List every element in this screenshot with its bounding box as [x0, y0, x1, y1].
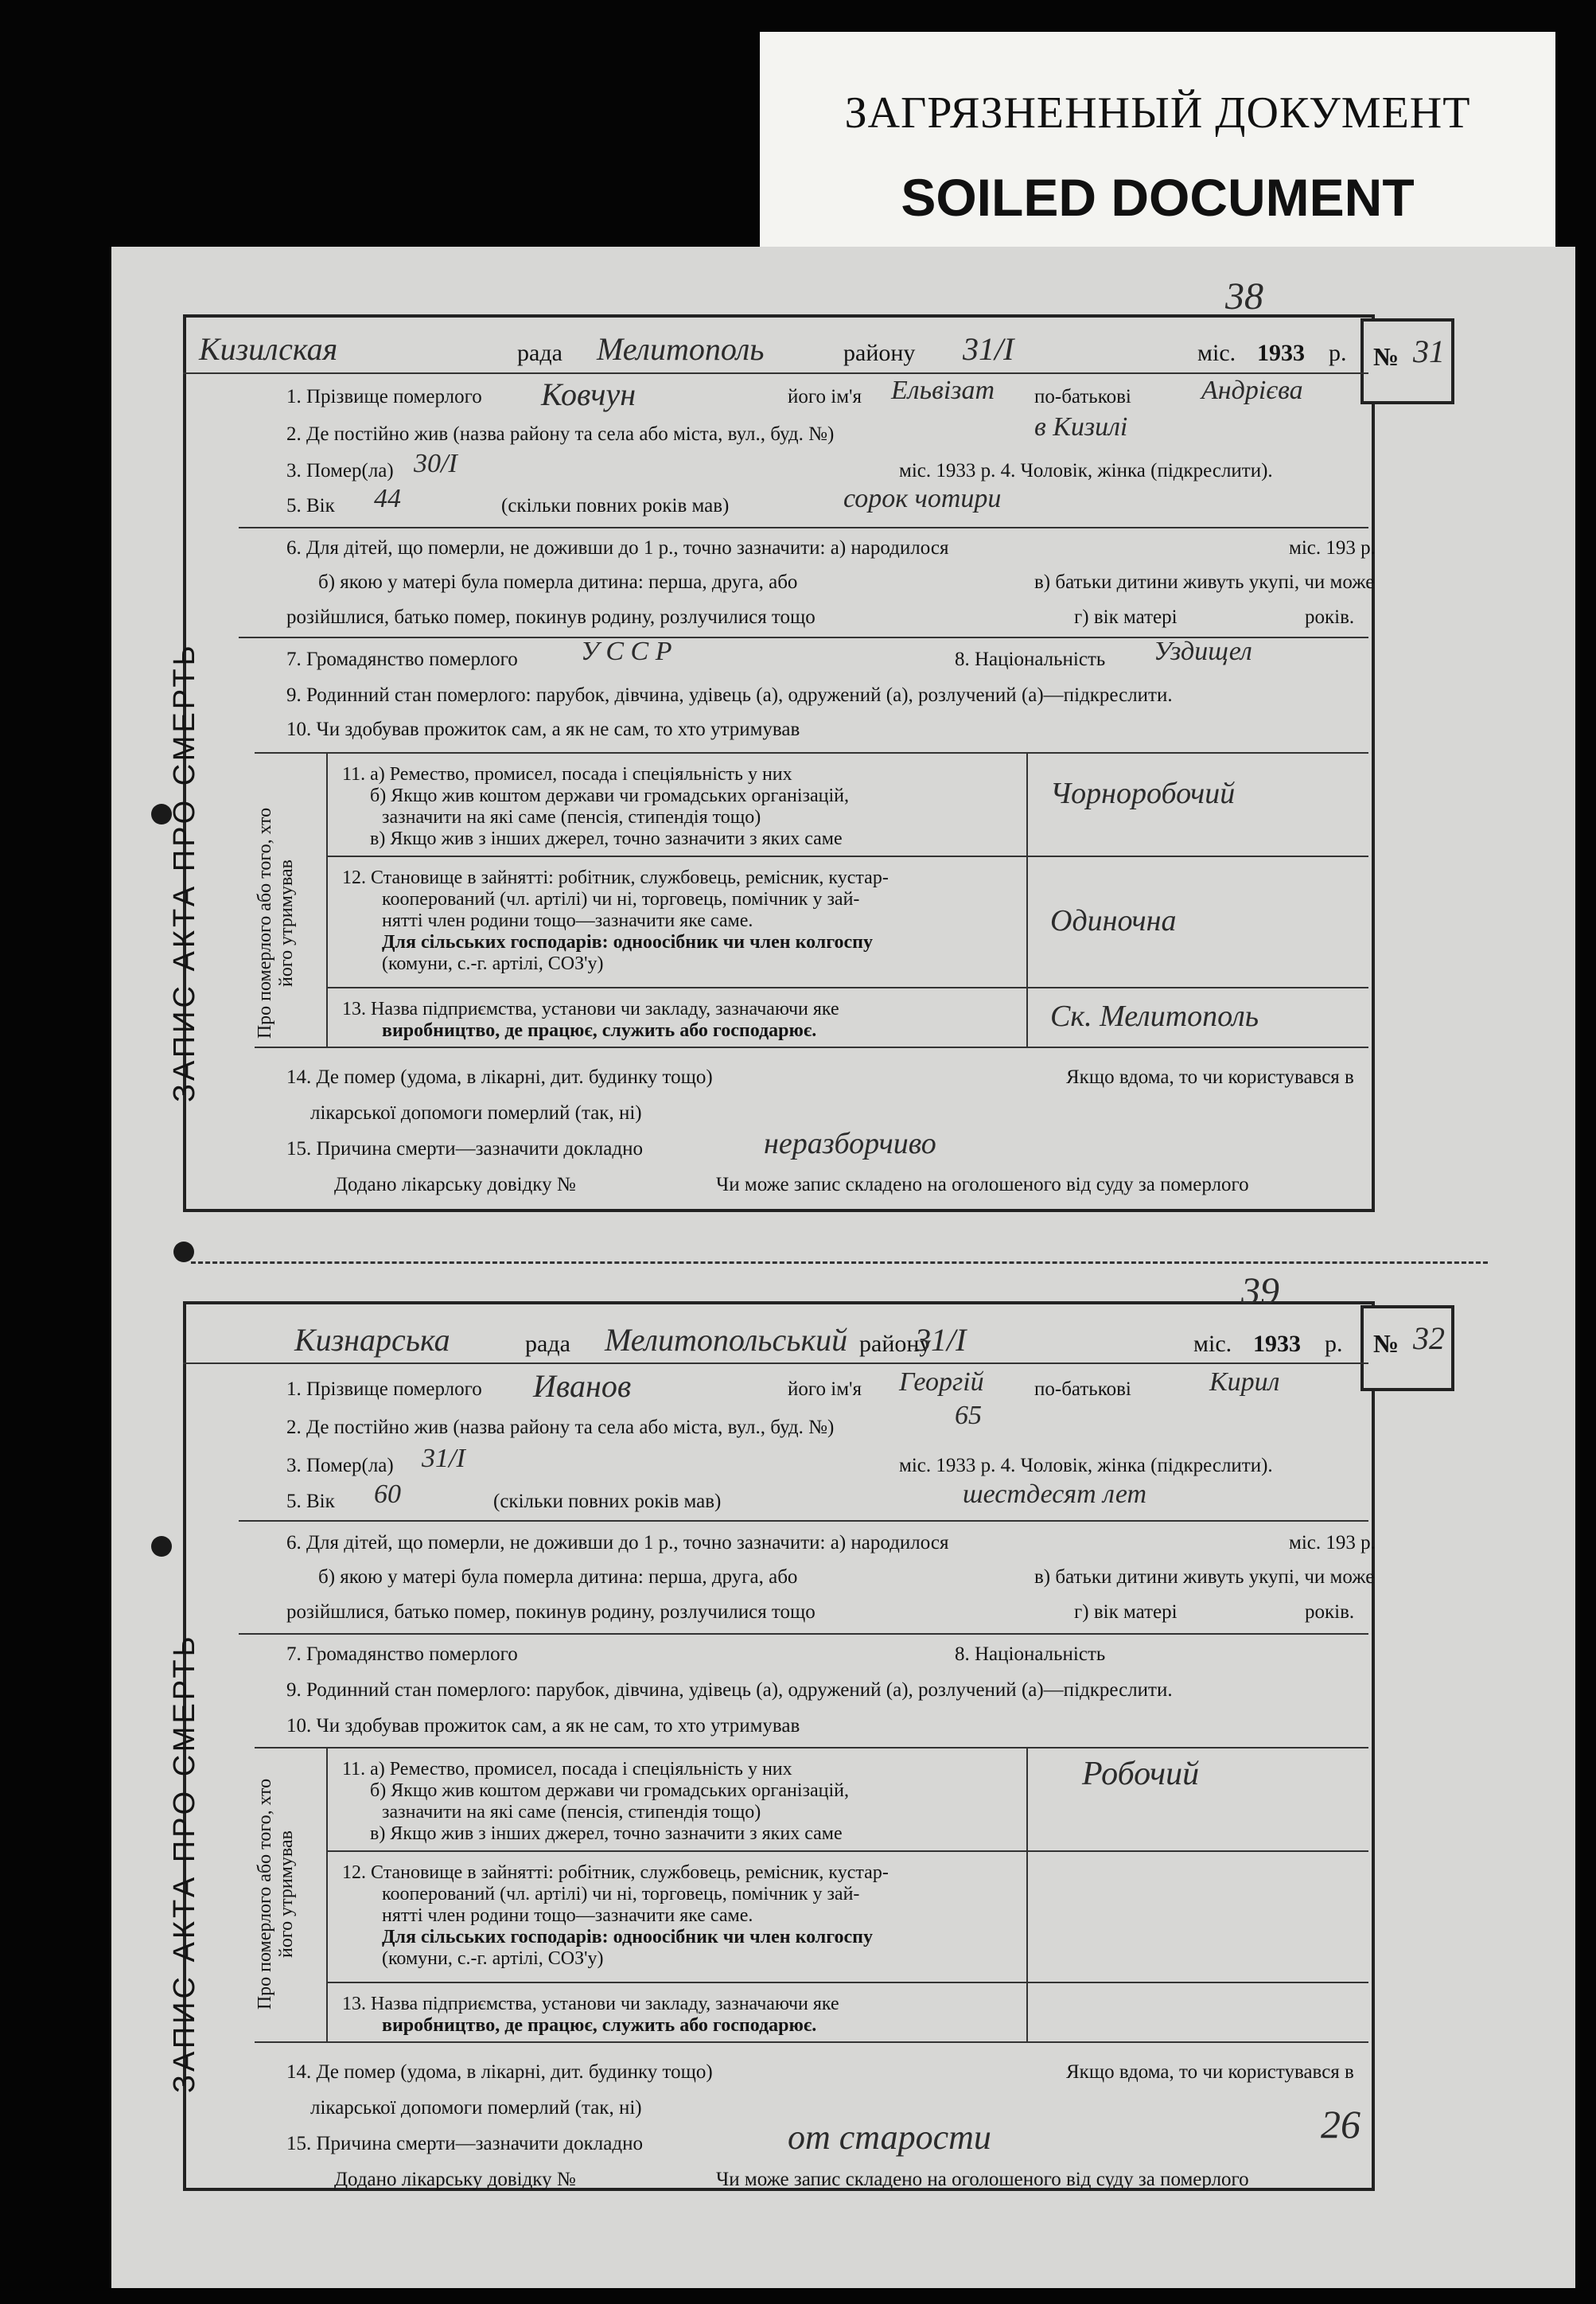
occupation-label-d: в) Якщо жив з інших джерел, точно зазначити з яких саме: [370, 828, 843, 849]
surname-value: Иванов: [533, 1368, 632, 1404]
vertical-subtitle: Про померлого або того, хто його утримував: [255, 1778, 297, 2010]
name-value: Георгій: [899, 1367, 984, 1397]
record-number-box: [1360, 318, 1454, 404]
surname-label: 1. Прізвище померлого: [286, 1378, 482, 1400]
status-label-b: кооперований (чл. артілі) чи ні, торговець, помічник у зай-: [382, 1884, 860, 1904]
cause-label: 15. Причина смерти—зазначити докладно: [286, 1138, 643, 1160]
children-label-b: б) якою у матері була померла дитина: перша, друга, або: [318, 571, 798, 593]
certificate-label: Додано лікарську довідку №: [334, 2169, 576, 2190]
name-label: його ім'я: [788, 386, 862, 407]
table-top: [255, 752, 1368, 754]
rayon-value: Мелитопольський: [605, 1322, 848, 1358]
workplace-label-b: виробництво, де працює, служить або господарює.: [382, 1020, 817, 1041]
children-month-label: міс. 193 р.: [1289, 1532, 1376, 1554]
year-label: 1933: [1253, 1331, 1301, 1357]
status-label-d: Для сільських господарів: одноосібник чи член колгоспу: [382, 1927, 874, 1947]
table-middle: [1026, 1747, 1028, 2041]
table-left: [326, 1747, 328, 2041]
occupation-label-d: в) Якщо жив з інших джерел, точно зазначити з яких саме: [370, 1823, 843, 1844]
header-divider: [183, 1363, 1368, 1364]
nationality-label: 8. Національність: [955, 649, 1106, 670]
rayon-value: Мелитополь: [597, 331, 765, 367]
occupation-label-b: б) Якщо жив коштом держави чи громадських організацій,: [370, 786, 849, 806]
children-label-a: 6. Для дітей, що померли, не доживши до 1 р., точно зазначити: а) народилося: [286, 1532, 949, 1554]
died-month-label: міс. 1933 р. 4. Чоловік, жінка (підкреслити).: [899, 460, 1273, 481]
died-value: 31/I: [422, 1444, 465, 1473]
died-month-label: міс. 1933 р. 4. Чоловік, жінка (підкреслити).: [899, 1455, 1273, 1476]
rada-value: Кизилская: [199, 331, 338, 367]
surname-value: Ковчун: [541, 376, 636, 412]
pencil-page-mark: 26: [1321, 2102, 1360, 2146]
rada-label: рада: [517, 340, 562, 366]
header-divider: [183, 372, 1368, 374]
vertical-title: ЗАПИС АКТА ПРО СМЕРТЬ: [168, 1633, 201, 2093]
table-row-divider: [326, 1982, 1368, 1983]
address-label: 2. Де постійно жив (назва району та села або міста, вул., буд. №): [286, 1417, 835, 1438]
sheet-number: 39: [1241, 1270, 1279, 1312]
age-note-label: (скільки повних років мав): [501, 495, 730, 517]
record-number: 31: [1413, 333, 1445, 369]
court-record-label: Чи може запис складено на оголошеного від суду за померлого: [716, 1174, 1249, 1195]
place-of-death-label: 14. Де помер (удома, в лікарні, дит. будинку тощо): [286, 1066, 713, 1088]
mother-age-label: г) вік матері: [1074, 1601, 1178, 1623]
marital-label: 9. Родинний стан померлого: парубок, дівчина, удівець (а), одружений (а), розлучений (а)—підкреслити.: [286, 1679, 1173, 1701]
number-label: №: [1373, 342, 1399, 371]
nationality-value: Уздищел: [1154, 637, 1252, 666]
children-parents-label: в) батьки дитини живуть укупі, чи може: [1034, 571, 1375, 593]
marital-label: 9. Родинний стан померлого: парубок, дівчина, удівець (а), одружений (а), розлучений (а)—підкреслити.: [286, 684, 1173, 706]
name-value: Ельвізат: [891, 376, 995, 405]
children-label-c: розійшлися, батько помер, покинув родину, розлучилися тощо: [286, 1601, 816, 1623]
month-label: міс.: [1193, 1331, 1232, 1357]
children-month-label: міс. 193 р.: [1289, 537, 1376, 559]
age-words-value: шестдесят лет: [963, 1479, 1147, 1509]
occupation-label-c: зазначити на які саме (пенсія, стипендія тощо): [382, 807, 761, 828]
record-number-box: [1360, 1305, 1454, 1391]
month-label: міс.: [1197, 340, 1236, 366]
r-label: р.: [1325, 1331, 1343, 1357]
children-parents-label: в) батьки дитини живуть укупі, чи може: [1034, 1566, 1375, 1588]
table-row-divider: [326, 856, 1368, 857]
table-bottom: [255, 2041, 1368, 2043]
table-row-divider: [326, 987, 1368, 988]
citizenship-value: У С С Р: [581, 637, 672, 666]
occupation-value: Робочий: [1082, 1756, 1200, 1792]
occupation-label-b: б) Якщо жив коштом держави чи громадських організацій,: [370, 1780, 849, 1801]
mother-age-label: г) вік матері: [1074, 606, 1178, 628]
soiled-document-stamp: [760, 32, 1555, 271]
status-label-c: нятті член родини тощо—зазначити яке саме.: [382, 910, 753, 931]
punch-hole: [173, 1242, 194, 1262]
table-row-divider: [326, 1850, 1368, 1852]
certificate-label: Додано лікарську довідку №: [334, 1174, 576, 1195]
status-label-a: 12. Становище в зайнятті: робітник, службовець, ремісник, кустар-: [342, 1862, 889, 1883]
surname-label: 1. Прізвище померлого: [286, 386, 482, 407]
table-top: [255, 1747, 1368, 1748]
patronymic-label: по-батькові: [1034, 386, 1131, 407]
vertical-subtitle: Про померлого або того, хто його утримував: [255, 807, 297, 1039]
died-label: 3. Помер(ла): [286, 460, 394, 481]
children-label-b: б) якою у матері була померла дитина: перша, друга, або: [318, 1566, 798, 1588]
rada-value: Кизнарська: [294, 1322, 450, 1358]
record-number: 32: [1413, 1320, 1445, 1356]
workplace-value: Ск. Мелитополь: [1050, 1000, 1259, 1033]
cause-value: неразборчиво: [764, 1127, 936, 1160]
medical-help-label: лікарської допомоги померлий (так, ні): [310, 2097, 642, 2119]
age-note-label: (скільки повних років мав): [493, 1491, 722, 1512]
status-label-b: кооперований (чл. артілі) чи ні, торговець, помічник у зай-: [382, 889, 860, 910]
status-label-e: (комуни, с.-г. артілі, СОЗ'у): [382, 953, 604, 974]
age-words-value: сорок чотири: [843, 484, 1002, 513]
name-label: його ім'я: [788, 1378, 862, 1400]
year-label: 1933: [1257, 340, 1305, 366]
nationality-label: 8. Національність: [955, 1643, 1106, 1665]
place-of-death-label: 14. Де помер (удома, в лікарні, дит. будинку тощо): [286, 2061, 713, 2083]
rayon-label: району: [843, 340, 916, 366]
home-death-label: Якщо вдома, то чи користувався в: [1066, 1066, 1354, 1088]
stamp-russian-text: ЗАГРЯЗНЕННЫЙ ДОКУМЕНТ: [844, 88, 1471, 138]
status-label-d: Для сільських господарів: одноосібник чи член колгоспу: [382, 932, 874, 953]
cut-line: [191, 1261, 1488, 1264]
died-value: 30/I: [414, 449, 457, 478]
section-divider: [239, 527, 1368, 528]
patronymic-value: Андрієва: [1201, 376, 1303, 405]
workplace-label-a: 13. Назва підприємства, установи чи закладу, зазначаючи яке: [342, 999, 839, 1019]
years-label: років.: [1305, 1601, 1355, 1623]
cause-label: 15. Причина смерти—зазначити докладно: [286, 2133, 643, 2154]
children-label-c: розійшлися, батько помер, покинув родину, розлучилися тощо: [286, 606, 816, 628]
medical-help-label: лікарської допомоги померлий (так, ні): [310, 1102, 642, 1124]
status-label-a: 12. Становище в зайнятті: робітник, службовець, ремісник, кустар-: [342, 867, 889, 888]
age-label: 5. Вік: [286, 495, 335, 517]
citizenship-label: 7. Громадянство померлого: [286, 1643, 518, 1665]
number-label: №: [1373, 1329, 1399, 1358]
address-label: 2. Де постійно жив (назва району та села або міста, вул., буд. №): [286, 423, 835, 445]
age-value: 44: [374, 484, 401, 513]
r-label: р.: [1329, 340, 1347, 366]
children-label-a: 6. Для дітей, що померли, не доживши до 1 р., точно зазначити: а) народилося: [286, 537, 949, 559]
address-value: 65: [955, 1401, 982, 1430]
citizenship-label: 7. Громадянство померлого: [286, 649, 518, 670]
status-label-c: нятті член родини тощо—зазначити яке саме.: [382, 1905, 753, 1926]
status-label-e: (комуни, с.-г. артілі, СОЗ'у): [382, 1948, 604, 1969]
workplace-label-a: 13. Назва підприємства, установи чи закладу, зазначаючи яке: [342, 1994, 839, 2014]
status-value: Одиночна: [1050, 904, 1177, 938]
stamp-english-text: SOILED DOCUMENT: [901, 168, 1415, 227]
sheet-number: 38: [1225, 275, 1263, 318]
occupation-value: Чорноробочий: [1050, 777, 1236, 810]
table-middle: [1026, 752, 1028, 1047]
table-left: [326, 752, 328, 1047]
section-divider: [239, 1633, 1368, 1635]
occupation-label-c: зазначити на які саме (пенсія, стипендія тощо): [382, 1802, 761, 1823]
workplace-label-b: виробництво, де працює, служить або господарює.: [382, 2015, 817, 2036]
section-divider: [239, 1520, 1368, 1522]
rada-label: рада: [525, 1331, 570, 1357]
address-value: в Кизилі: [1034, 412, 1128, 442]
livelihood-label: 10. Чи здобував прожиток сам, а як не сам, то хто утримував: [286, 1715, 800, 1737]
livelihood-label: 10. Чи здобував прожиток сам, а як не сам, то хто утримував: [286, 719, 800, 740]
occupation-label-a: 11. а) Ремество, промисел, посада і спеціяльність у них: [342, 1759, 792, 1780]
vertical-title: ЗАПИС АКТА ПРО СМЕРТЬ: [168, 642, 201, 1102]
table-bottom: [255, 1047, 1368, 1048]
patronymic-label: по-батькові: [1034, 1378, 1131, 1400]
court-record-label: Чи може запис складено на оголошеного від суду за померлого: [716, 2169, 1249, 2190]
date-value: 31/I: [915, 1322, 967, 1358]
rayon-label: району: [859, 1331, 932, 1357]
occupation-label-a: 11. а) Ремество, промисел, посада і спеціяльність у них: [342, 764, 792, 785]
years-label: років.: [1305, 606, 1355, 628]
patronymic-value: Кирил: [1209, 1367, 1280, 1397]
age-value: 60: [374, 1479, 401, 1509]
age-label: 5. Вік: [286, 1491, 335, 1512]
home-death-label: Якщо вдома, то чи користувався в: [1066, 2061, 1354, 2083]
died-label: 3. Помер(ла): [286, 1455, 394, 1476]
date-value: 31/I: [963, 331, 1014, 367]
cause-value: от старости: [788, 2118, 991, 2157]
